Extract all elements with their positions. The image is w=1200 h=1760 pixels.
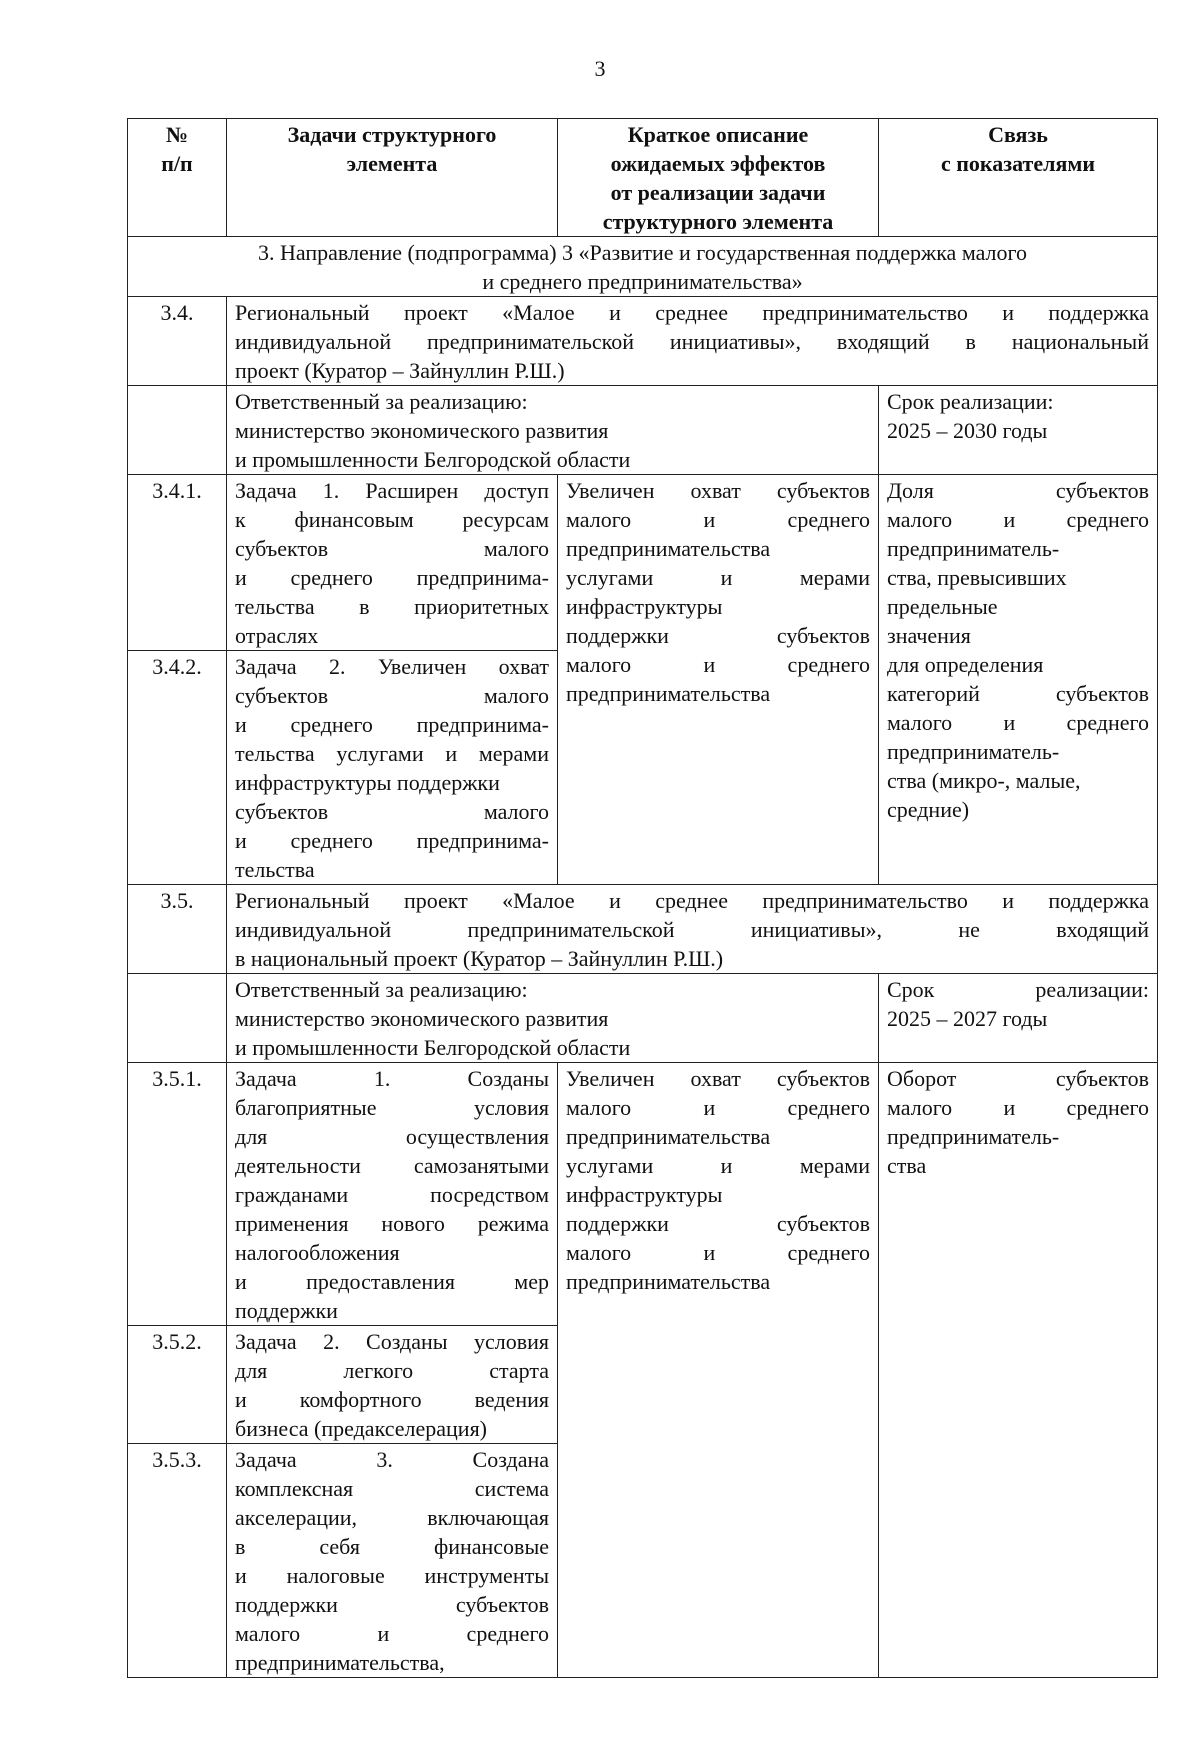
project-title <box>227 297 1158 386</box>
task-line: для осуществления <box>235 1124 549 1149</box>
task-line: и среднего предпринима- <box>235 712 549 737</box>
task-line: предпринимательства, <box>235 1650 445 1675</box>
indicator-line: ства <box>887 1153 927 1178</box>
header-num-line: № <box>165 122 189 147</box>
task-description <box>227 1063 558 1326</box>
indicator-line: значения <box>887 623 971 648</box>
task-line: комплексная система <box>235 1476 549 1501</box>
task-line: деятельности самозанятыми <box>235 1153 549 1178</box>
effect-line: инфраструктуры <box>566 594 723 619</box>
indicator-line: малого и среднего <box>887 507 1149 532</box>
task-line: и предоставления мер <box>235 1269 549 1294</box>
indicator-line: средние) <box>887 797 970 822</box>
indicator-link <box>879 475 1158 885</box>
task-line: отраслях <box>235 623 319 648</box>
indicator-line: ства (микро-, малые, <box>887 768 1081 793</box>
task-number: 3.4.1. <box>128 475 227 651</box>
project-title-line: проект (Куратор – Зайнуллин Р.Ш.) <box>235 358 565 383</box>
task-line: и среднего предпринима- <box>235 828 549 853</box>
header-effects-line: ожидаемых эффектов <box>610 151 826 176</box>
term-line: Срок реализации: <box>887 389 1054 414</box>
indicator-link <box>879 1063 1158 1678</box>
effect-line: предпринимательства <box>566 1269 771 1294</box>
header-effects-line: Краткое описание <box>627 122 809 147</box>
term-line: Срок реализации: <box>887 977 1149 1002</box>
indicator-line: ства, превысивших <box>887 565 1067 590</box>
indicator-line: малого и среднего <box>887 710 1149 735</box>
task-description <box>227 1326 558 1444</box>
responsible-line: Ответственный за реализацию: <box>235 389 528 414</box>
task-row-3-4-1 <box>128 475 1158 651</box>
project-title-line: Региональный проект «Малое и среднее предпринимательство и поддержка <box>235 300 1149 325</box>
project-title-line: в национальный проект (Куратор – Зайнуллин Р.Ш.) <box>235 946 724 971</box>
task-line: субъектов малого <box>235 683 549 708</box>
responsible-line: министерство экономического развития <box>235 1006 609 1031</box>
header-link-line: с показателями <box>940 151 1096 176</box>
page-number: 3 <box>594 56 606 81</box>
term-line: 2025 – 2027 годы <box>887 1006 1048 1031</box>
task-line: гражданами посредством <box>235 1182 549 1207</box>
responsible-row-3-5 <box>128 974 1158 1063</box>
project-title-line: Региональный проект «Малое и среднее предпринимательство и поддержка <box>235 888 1149 913</box>
responsible-cell <box>227 386 879 475</box>
project-number: 3.5. <box>128 885 227 974</box>
task-line: к финансовым ресурсам <box>235 507 549 532</box>
responsible-line: и промышленности Белгородской области <box>235 1035 631 1060</box>
header-num-line: п/п <box>161 151 193 176</box>
responsible-cell <box>227 974 879 1063</box>
task-line: налогообложения <box>235 1240 400 1265</box>
header-link-line: Связь <box>988 122 1048 147</box>
indicator-line: предприниматель- <box>887 536 1060 561</box>
indicator-line: предельные <box>887 594 998 619</box>
task-description <box>227 1444 558 1678</box>
indicator-line: предприниматель- <box>887 739 1060 764</box>
effect-line: Увеличен охват субъектов <box>566 1066 870 1091</box>
indicator-line: предприниматель- <box>887 1124 1060 1149</box>
project-row-3-5 <box>128 885 1158 974</box>
effect-line: поддержки субъектов <box>566 1211 870 1236</box>
responsible-row-3-4 <box>128 386 1158 475</box>
section-line: и среднего предпринимательства» <box>482 269 803 294</box>
header-num <box>128 119 227 237</box>
empty-cell <box>128 386 227 475</box>
header-effects <box>558 119 879 237</box>
task-line: для легкого старта <box>235 1358 549 1383</box>
responsible-line: и промышленности Белгородской области <box>235 447 631 472</box>
task-line: тельства <box>235 857 315 882</box>
task-number: 3.4.2. <box>128 651 227 885</box>
task-description <box>227 651 558 885</box>
empty-cell <box>128 974 227 1063</box>
task-line: Задача 3. Создана <box>235 1447 549 1472</box>
header-tasks-line: Задачи структурного <box>287 122 497 147</box>
task-line: благоприятные условия <box>235 1095 549 1120</box>
task-line: тельства услугами и мерами <box>235 741 549 766</box>
task-line: субъектов малого <box>235 536 549 561</box>
task-line: малого и среднего <box>235 1621 549 1646</box>
effect-line: услугами и мерами <box>566 565 870 590</box>
indicator-line: для определения <box>887 652 1044 677</box>
task-number: 3.5.2. <box>128 1326 227 1444</box>
project-number: 3.4. <box>128 297 227 386</box>
task-row-3-5-1 <box>128 1063 1158 1326</box>
term-cell <box>879 386 1158 475</box>
indicator-line: Доля субъектов <box>887 478 1149 503</box>
header-link <box>879 119 1158 237</box>
task-number: 3.5.3. <box>128 1444 227 1678</box>
task-line: Задача 1. Созданы <box>235 1066 549 1091</box>
project-title-line: индивидуальной предпринимательской инициативы», входящий в национальный <box>235 329 1149 354</box>
task-line: поддержки субъектов <box>235 1592 549 1617</box>
table-header-row <box>128 119 1158 237</box>
task-line: в себя финансовые <box>235 1534 549 1559</box>
effect-line: услугами и мерами <box>566 1153 870 1178</box>
effect-line: малого и среднего <box>566 652 870 677</box>
task-line: и среднего предпринима- <box>235 565 549 590</box>
section-title <box>128 237 1158 297</box>
section-line: 3. Направление (подпрограмма) 3 «Развитие и государственная поддержка малого <box>257 240 1028 265</box>
responsible-line: министерство экономического развития <box>235 418 609 443</box>
task-line: и налоговые инструменты <box>235 1563 549 1588</box>
header-effects-line: от реализации задачи <box>610 180 826 205</box>
project-row-3-4 <box>128 297 1158 386</box>
term-cell <box>879 974 1158 1063</box>
effect-line: поддержки субъектов <box>566 623 870 648</box>
effect-description <box>558 1063 879 1678</box>
task-line: субъектов малого <box>235 799 549 824</box>
indicator-line: Оборот субъектов <box>887 1066 1149 1091</box>
task-number: 3.5.1. <box>128 1063 227 1326</box>
effect-line: предпринимательства <box>566 681 771 706</box>
effect-line: Увеличен охват субъектов <box>566 478 870 503</box>
effect-line: предпринимательства <box>566 536 771 561</box>
header-tasks-line: элемента <box>346 151 438 176</box>
header-tasks <box>227 119 558 237</box>
task-line: Задача 2. Увеличен охват <box>235 654 549 679</box>
task-line: Задача 1. Расширен доступ <box>235 478 549 503</box>
task-line: поддержки <box>235 1298 338 1323</box>
task-line: тельства в приоритетных <box>235 594 549 619</box>
effect-line: малого и среднего <box>566 507 870 532</box>
project-title <box>227 885 1158 974</box>
task-line: применения нового режима <box>235 1211 549 1236</box>
task-line: бизнеса (предакселерация) <box>235 1416 488 1441</box>
effect-description <box>558 475 879 885</box>
task-description <box>227 475 558 651</box>
header-effects-line: структурного элемента <box>602 209 834 234</box>
responsible-line: Ответственный за реализацию: <box>235 977 528 1002</box>
term-line: 2025 – 2030 годы <box>887 418 1048 443</box>
structural-elements-table <box>127 118 1158 1678</box>
effect-line: инфраструктуры <box>566 1182 723 1207</box>
indicator-line: категорий субъектов <box>887 681 1149 706</box>
section-row <box>128 237 1158 297</box>
indicator-line: малого и среднего <box>887 1095 1149 1120</box>
task-line: акселерации, включающая <box>235 1505 549 1530</box>
task-line: Задача 2. Созданы условия <box>235 1329 549 1354</box>
project-title-line: индивидуальной предпринимательской инициативы», не входящий <box>235 917 1149 942</box>
effect-line: малого и среднего <box>566 1240 870 1265</box>
task-line: инфраструктуры поддержки <box>235 770 500 795</box>
task-line: и комфортного ведения <box>235 1387 549 1412</box>
effect-line: малого и среднего <box>566 1095 870 1120</box>
effect-line: предпринимательства <box>566 1124 771 1149</box>
